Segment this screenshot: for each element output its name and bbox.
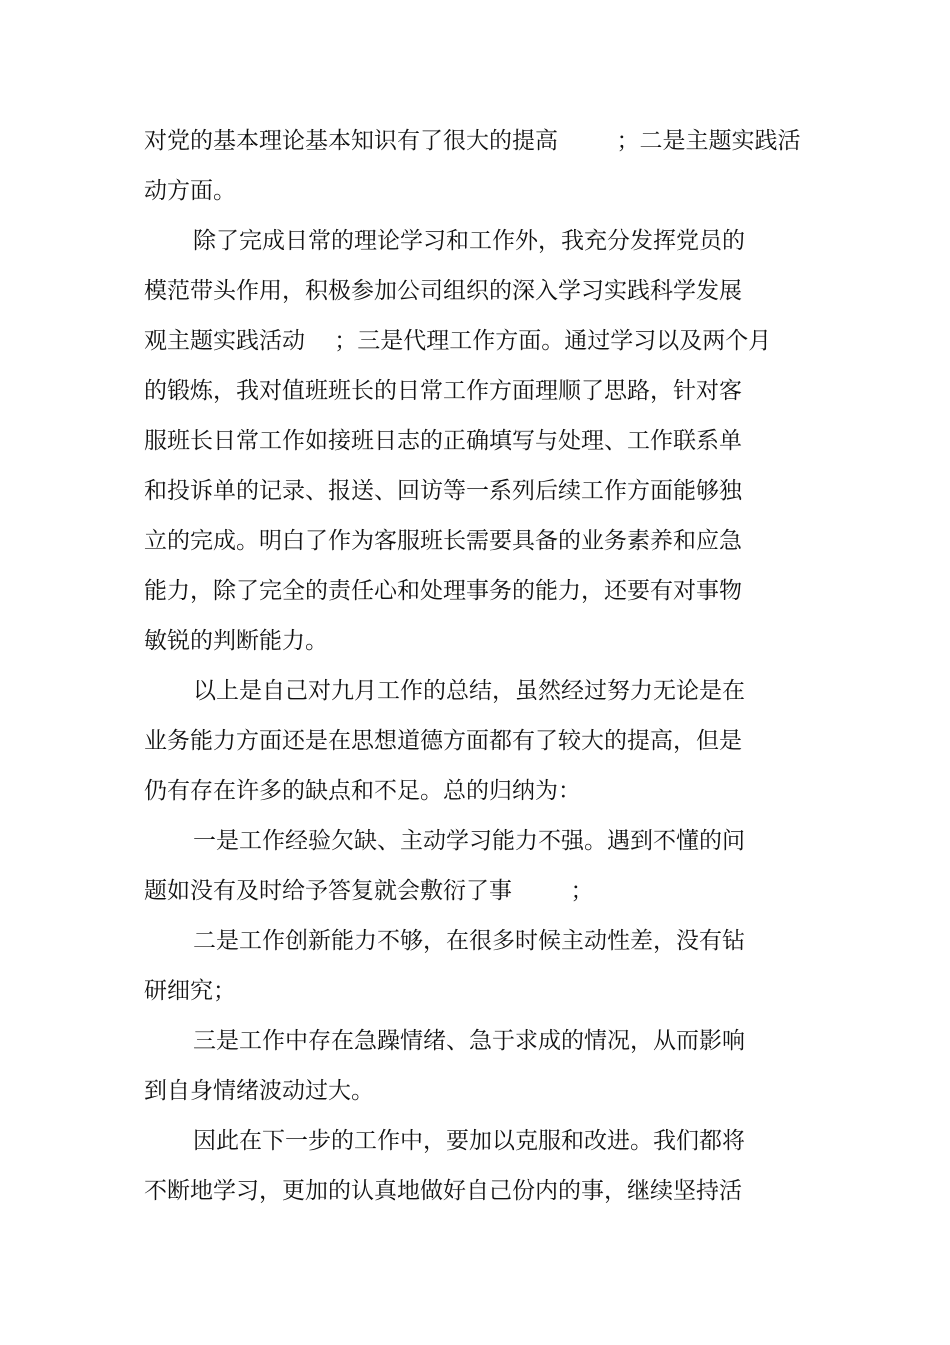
text-line: 的锻炼，我对值班班长的日常工作方面理顺了思路，针对客 — [144, 378, 742, 404]
text-line: 不断地学习，更加的认真地做好自己份内的事，继续坚持活 — [144, 1178, 742, 1204]
text-line: 除了完成日常的理论学习和工作外，我充分发挥党员的 — [193, 228, 745, 254]
text-line: 和投诉单的记录、报送、回访等一系列后续工作方面能够独 — [144, 478, 742, 504]
text-line: 题如没有及时给予答复就会敷衍了事 ； — [144, 878, 594, 904]
text-line: 服班长日常工作如接班日志的正确填写与处理、工作联系单 — [144, 428, 742, 454]
text-line: 模范带头作用，积极参加公司组织的深入学习实践科学发展 — [144, 278, 742, 304]
text-line: 因此在下一步的工作中，要加以克服和改进。我们都将 — [193, 1128, 745, 1154]
text-line: 敏锐的判断能力。 — [144, 628, 328, 654]
text-line: 能力，除了完全的责任心和处理事务的能力，还要有对事物 — [144, 578, 742, 604]
text-line: 研细究； — [144, 978, 236, 1004]
text-line: 三是工作中存在急躁情绪、急于求成的情况，从而影响 — [193, 1028, 745, 1054]
text-line: 对党的基本理论基本知识有了很大的提高 ；二是主题实践活 — [144, 128, 801, 154]
text-line: 观主题实践活动 ；三是代理工作方面。通过学习以及两个月 — [144, 328, 772, 354]
text-line: 二是工作创新能力不够，在很多时候主动性差，没有钻 — [193, 928, 745, 954]
text-line: 业务能力方面还是在思想道德方面都有了较大的提高，但是 — [144, 728, 742, 754]
text-line: 到自身情绪波动过大。 — [144, 1078, 374, 1104]
text-line: 立的完成。明白了作为客服班长需要具备的业务素养和应急 — [144, 528, 742, 554]
text-line: 仍有存在许多的缺点和不足。总的归纳为： — [144, 778, 581, 804]
text-line: 以上是自己对九月工作的总结，虽然经过努力无论是在 — [193, 678, 745, 704]
text-line: 动方面。 — [144, 178, 236, 204]
text-line: 一是工作经验欠缺、主动学习能力不强。遇到不懂的问 — [193, 828, 745, 854]
